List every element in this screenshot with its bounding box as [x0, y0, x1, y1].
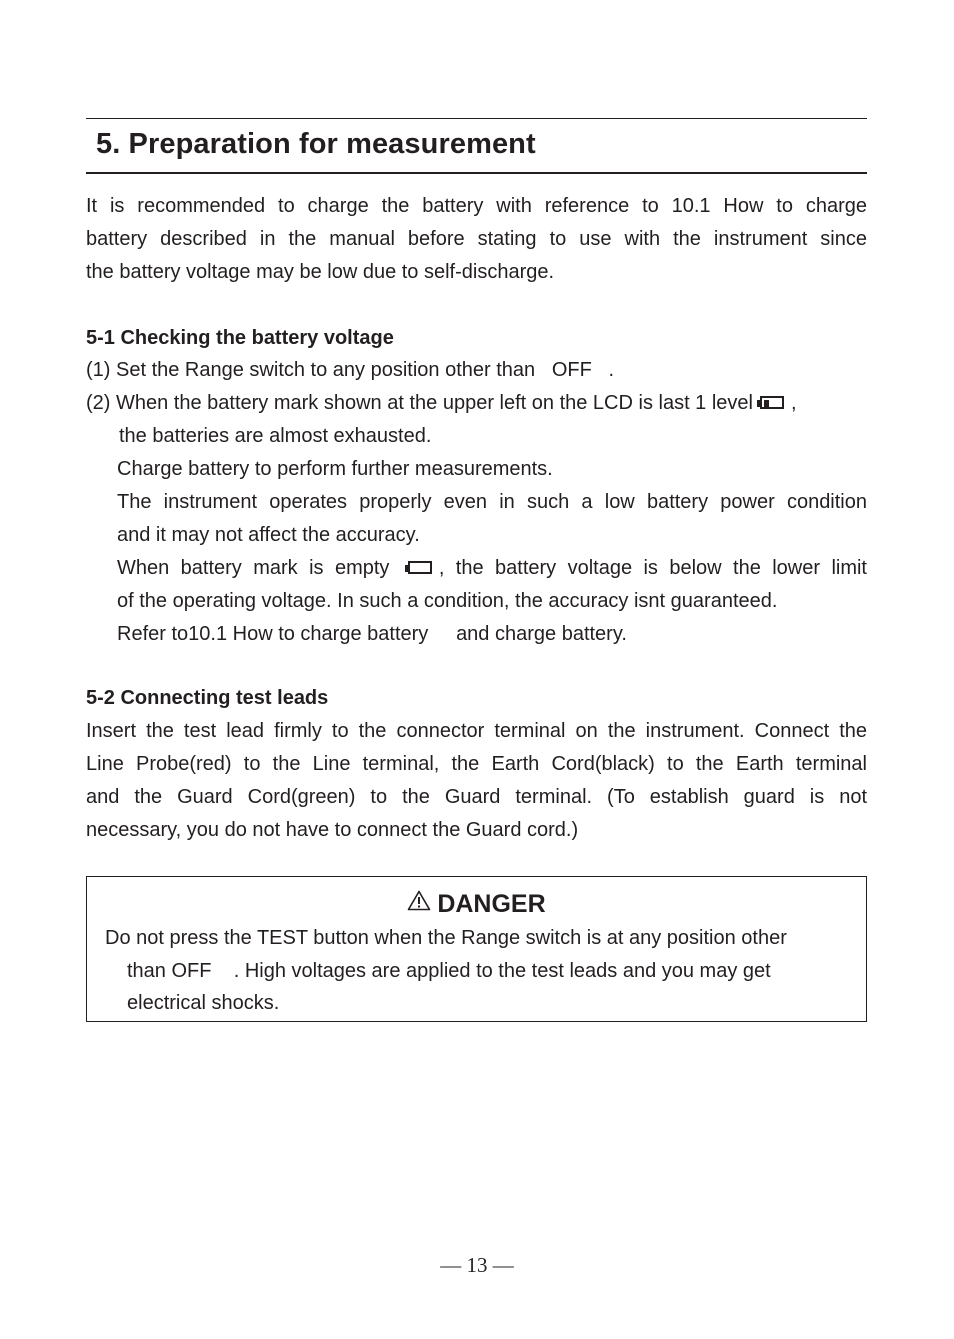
subsection-heading-battery: 5-1 Checking the battery voltage — [86, 327, 394, 349]
intro-line-3: the battery voltage may be low due to self-discharge. — [86, 261, 555, 283]
top-rule — [86, 118, 867, 119]
battery-low-icon — [757, 396, 787, 411]
danger-box — [86, 876, 867, 1022]
title-underline — [86, 172, 867, 174]
step-1-text: (1) Set the Range switch to any position other than OFF . — [86, 359, 615, 381]
danger-heading — [87, 889, 866, 919]
danger-line-3: electrical shocks. — [127, 992, 280, 1014]
empty-text-before: When battery mark is empty — [117, 557, 390, 579]
section-title: 5. Preparation for measurement — [96, 128, 536, 160]
danger-title-text: DANGER — [437, 890, 546, 918]
intro-line-1: It is recommended to charge the battery with reference to 10.1 How to charge — [86, 195, 867, 217]
empty-line-2: of the operating voltage. In such a condition, the accuracy isnt guaranteed. — [117, 590, 778, 612]
intro-line-2: battery described in the manual before stating to use with the instrument since — [86, 228, 867, 250]
charge-note: Charge battery to perform further measurements. — [117, 458, 553, 480]
step-2-continuation: the batteries are almost exhausted. — [119, 425, 432, 447]
leads-line-2: Line Probe(red) to the Line terminal, the Earth Cord(black) to the Earth terminal — [86, 753, 867, 775]
operates-line-1: The instrument operates properly even in such a low battery power condition — [117, 491, 867, 513]
battery-empty-icon — [405, 561, 435, 576]
leads-line-3: and the Guard Cord(green) to the Guard terminal. (To establish guard is not — [86, 786, 867, 808]
leads-line-1: Insert the test lead firmly to the connector terminal on the instrument. Connect the — [86, 720, 867, 742]
step-2-comma: , — [791, 392, 797, 414]
refer-line: Refer to10.1 How to charge battery and charge battery. — [117, 623, 627, 645]
step-2-text: (2) When the battery mark shown at the upper left on the LCD is last 1 level — [86, 392, 753, 414]
operates-line-2: and it may not affect the accuracy. — [117, 524, 420, 546]
empty-text-after: , the battery voltage is below the lower limit — [438, 557, 867, 579]
leads-line-4: necessary, you do not have to connect the Guard cord.) — [86, 819, 579, 841]
empty-line-1 — [117, 556, 867, 580]
danger-line-1: Do not press the TEST button when the Range switch is at any position other — [105, 927, 787, 949]
warning-triangle-icon — [407, 889, 431, 918]
page-number: — 13 — — [440, 1253, 514, 1277]
step-2-line — [86, 391, 797, 415]
danger-line-2: than OFF . High voltages are applied to the test leads and you may get — [127, 960, 771, 982]
subsection-heading-leads: 5-2 Connecting test leads — [86, 687, 329, 709]
